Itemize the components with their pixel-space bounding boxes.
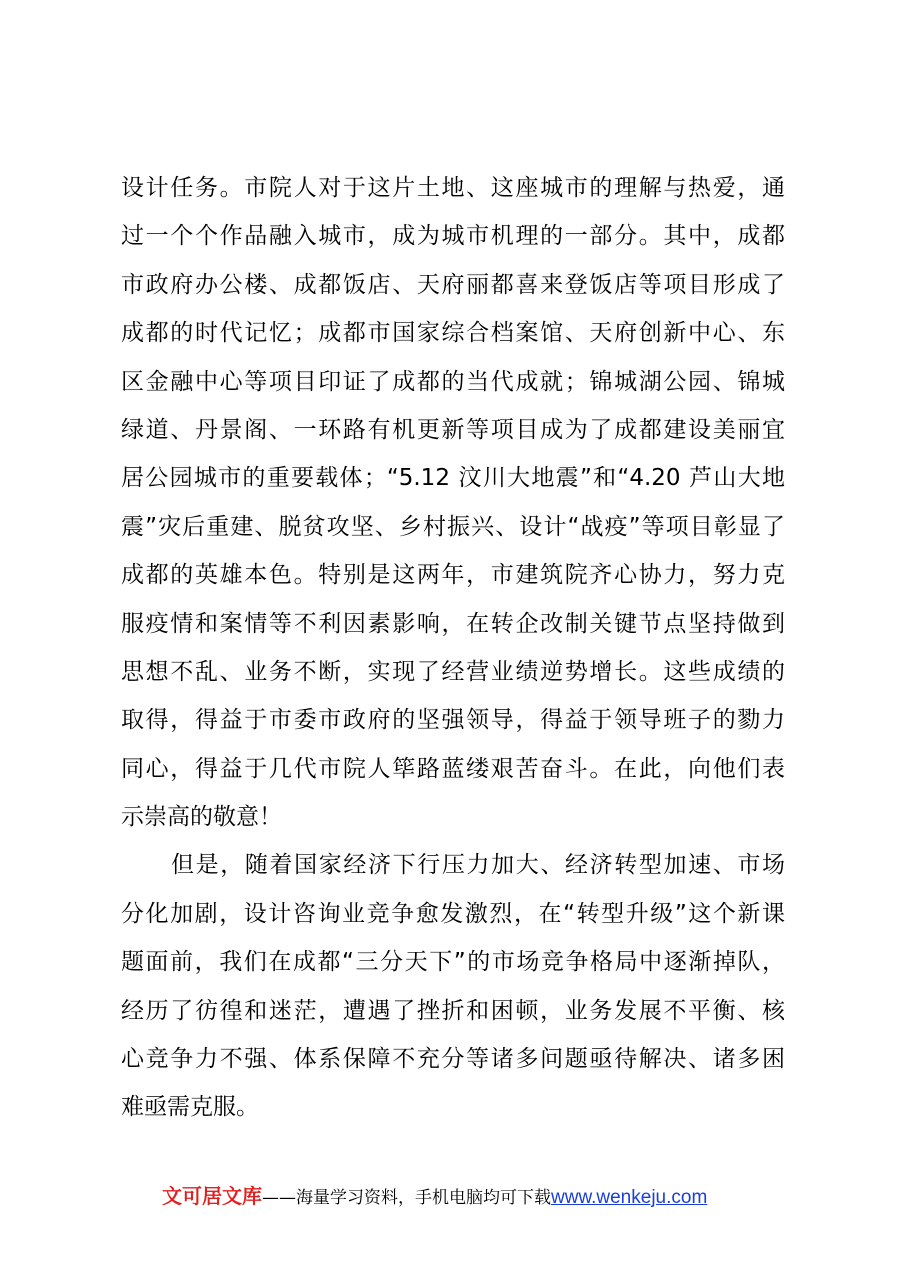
text-line-last: 示崇高的敬意！ [121,804,282,831]
text-line: 居公园城市的重要载体；“5.12 汶川大地震”和“4.20 芦山大地 [121,465,785,492]
site-link[interactable]: www.wenkeju.com [551,1187,708,1208]
brand-name: 文可居文库 [162,1184,262,1208]
text-line: 成都的英雄本色。特别是这两年，市建筑院齐心协力，努力克 [121,562,785,589]
document-body [121,164,785,1132]
text-line: 经历了彷徨和迷茫，遭遇了挫折和困顿，业务发展不平衡、核 [121,997,785,1024]
text-line: 心竞争力不强、体系保障不充分等诸多问题亟待解决、诸多困 [121,1046,785,1073]
paragraph-1 [121,164,785,841]
text-line-last: 难亟需克服。 [121,1094,259,1121]
text-line: 过一个个作品融入城市，成为城市机理的一部分。其中，成都 [121,223,785,250]
text-line: 震”灾后重建、脱贫攻坚、乡村振兴、设计“战疫”等项目彰显了 [121,513,785,540]
text-line-first: 但是，随着国家经济下行压力加大、经济转型加速、市场 [171,852,785,879]
text-line: 市政府办公楼、成都饭店、天府丽都喜来登饭店等项目形成了 [121,271,785,298]
footer-tagline: ——海量学习资料，手机电脑均可下载 [262,1188,551,1208]
text-line: 题面前，我们在成都“三分天下”的市场竞争格局中逐渐掉队， [121,949,785,976]
text-line: 区金融中心等项目印证了成都的当代成就；锦城湖公园、锦城 [121,368,785,395]
text-line: 成都的时代记忆；成都市国家综合档案馆、天府创新中心、东 [121,320,785,347]
text-line: 绿道、丹景阁、一环路有机更新等项目成为了成都建设美丽宜 [121,416,785,443]
text-line: 分化加剧，设计咨询业竞争愈发激烈，在“转型升级”这个新课 [121,900,785,927]
paragraph-2 [121,841,785,1131]
text-line: 取得，得益于市委市政府的坚强领导，得益于领导班子的勠力 [121,707,785,734]
text-line: 同心，得益于几代市院人筚路蓝缕艰苦奋斗。在此，向他们表 [121,755,785,782]
footer-banner [162,1181,782,1211]
text-line: 思想不乱、业务不断，实现了经营业绩逆势增长。这些成绩的 [121,658,785,685]
text-line: 设计任务。市院人对于这片土地、这座城市的理解与热爱，通 [121,175,785,201]
text-line: 服疫情和案情等不利因素影响，在转企改制关键节点坚持做到 [121,610,785,637]
